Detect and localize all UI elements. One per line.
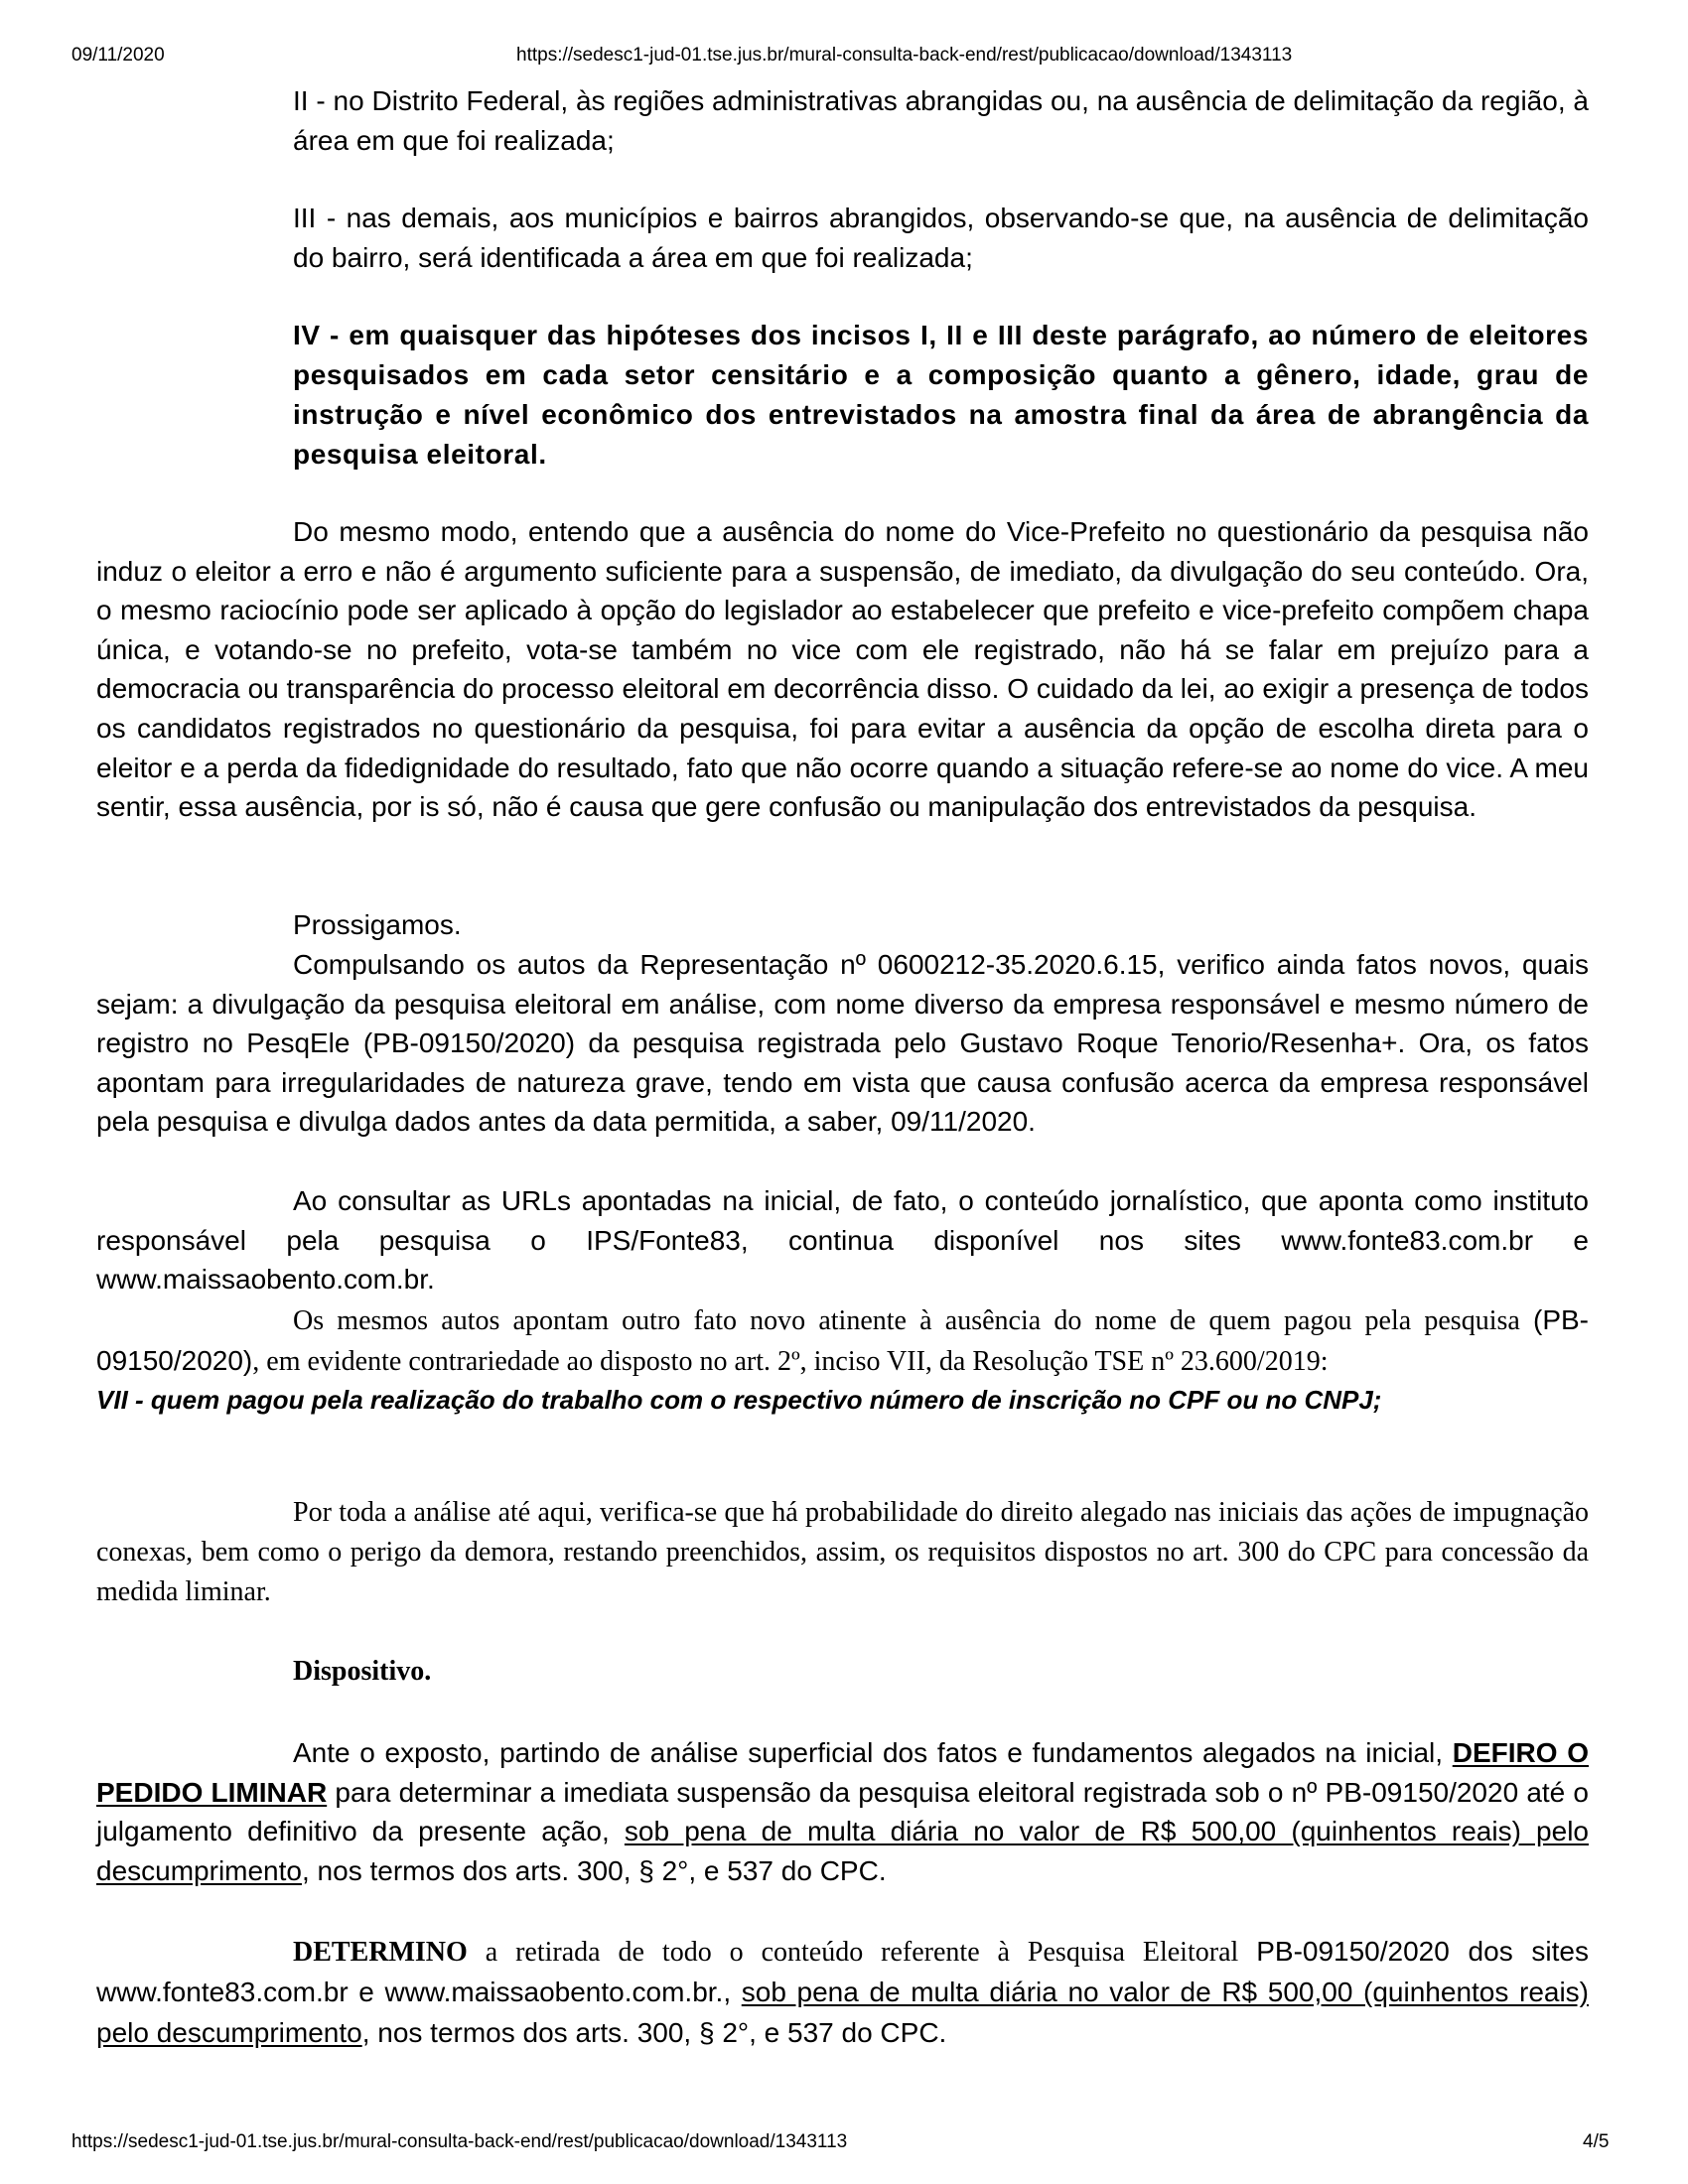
determino-penalty: sob pena de multa diária no valor de R$ 500,00 (quinhentos reais) pelo descumprimento bbox=[96, 1977, 1590, 2048]
paragraph-ante-o-exposto bbox=[96, 1733, 1589, 1890]
determino-text-1: a retirada de todo o conteúdo referente à Pesquisa Eleitoral bbox=[467, 1937, 1257, 1968]
page-number: 4/5 bbox=[1583, 2131, 1610, 2152]
determino-text-3: , nos termos dos arts. 300, § 2°, e 537 do CPC. bbox=[361, 2017, 947, 2048]
print-date: 09/11/2020 bbox=[71, 45, 165, 66]
determino-word: DETERMINO bbox=[293, 1937, 468, 1968]
paragraph-autos bbox=[96, 1300, 1589, 1382]
item-vii: VII - quem pagou pela realização do trabalho com o respectivo número de inscrição no CPF ou no CNPJ; bbox=[96, 1385, 1382, 1415]
ante-text-3: , nos termos dos arts. 300, § 2°, e 537 do CPC. bbox=[301, 1854, 887, 1886]
ante-penalty: sob pena de multa diária no valor de R$ 500,00 (quinhentos reais) pelo descumprimento bbox=[96, 1816, 1589, 1886]
paragraph-urls: Ao consultar as URLs apontadas na inicial, de fato, o conteúdo jornalístico, que aponta como instituto responsável pela pesquisa o IPS/Fonte83, continua disponível nos sites www.fonte83.com.br e www.maissaobento.com.br. bbox=[96, 1185, 1589, 1296]
determino-text-2: PB-09150/2020 dos sites www.fonte83.com.br e www.maissaobento.com.br., bbox=[96, 1936, 1589, 2007]
paragraph-vice-prefeito: Do mesmo modo, entendo que a ausência do nome do Vice-Prefeito no questionário da pesquisa não induz o eleitor a erro e não é argumento suficiente para a suspensão, de imediato, da divulgação do seu conteúdo. Ora, o mesmo raciocínio pode ser aplicado à opção do legislador ao estabelecer que prefeito e vice-prefeito compõem chapa única, e votando-se no prefeito, vota-se também no vice com ele registrado, não há se falar em prejuízo para a democracia ou transparência do processo eleitoral em decorrência disso. O cuidado da lei, ao exigir a presença de todos os candidatos registrados no questionário da pesquisa, foi para evitar a ausência da opção de escolha direta para o eleitor e a perda da fidedignidade do resultado, fato que não ocorre quando a situação refere-se ao nome do vice. A meu sentir, essa ausência, por is só, não é causa que gere confusão ou manipulação dos entrevistados da pesquisa. bbox=[96, 516, 1589, 823]
item-iv: IV - em quaisquer das hipóteses dos incisos I, II e III deste parágrafo, ao número de eleitores pesquisados em cada setor censitário e a composição quanto a gênero, idade, grau de instrução e nível econômico dos entrevistados na amostra final da área de abrangência da pesquisa eleitoral. bbox=[293, 320, 1589, 470]
item-iii: III - nas demais, aos municípios e bairros abrangidos, observando-se que, na ausência de delimitação do bairro, será identificada a área em que foi realizada; bbox=[293, 203, 1589, 273]
defiro-pedido-liminar: DEFIRO O PEDIDO LIMINAR bbox=[96, 1737, 1589, 1808]
paragraph-compulsando: Compulsando os autos da Representação nº 0600212-35.2020.6.15, verifico ainda fatos novos, quais sejam: a divulgação da pesquisa eleitoral em análise, com nome diverso da empresa responsável e mesmo número de registro no PesqEle (PB-09150/2020) da pesquisa registrada pelo Gustavo Roque Tenorio/Resenha+. Ora, os fatos apontam para irregularidades de natureza grave, tendo em vista que causa confusão acerca da empresa responsável pela pesquisa e divulga dados antes da data permitida, a saber, 09/11/2020. bbox=[96, 949, 1589, 1138]
print-url-footer: https://sedesc1-jud-01.tse.jus.br/mural-consulta-back-end/rest/publicacao/download/1343113 bbox=[71, 2131, 848, 2152]
paragraph-autos-part-1: Os mesmos autos apontam outro fato novo atinente à ausência do nome de quem pagou pela pesquisa bbox=[293, 1305, 1520, 1336]
ante-text-1: Ante o exposto, partindo de análise superficial dos fatos e fundamentos alegados na inicial, bbox=[293, 1737, 1453, 1768]
section-heading-dispositivo: Dispositivo. bbox=[293, 1656, 432, 1687]
item-ii: II - no Distrito Federal, às regiões administrativas abrangidas ou, na ausência de delimitação da região, à área em que foi realizada; bbox=[293, 85, 1589, 156]
print-url-header: https://sedesc1-jud-01.tse.jus.br/mural-consulta-back-end/rest/publicacao/download/1343113 bbox=[516, 45, 1293, 66]
ante-text-2: para determinar a imediata suspensão da pesquisa eleitoral registrada sob o nº PB-09150/2020 até o julgamento definitivo da presente ação, bbox=[96, 1776, 1590, 1847]
paragraph-autos-part-3: , em evidente contrariedade ao disposto no art. 2º, inciso VII, da Resolução TSE nº 23.600/2019: bbox=[252, 1346, 1329, 1377]
paragraph-prossigamos: Prossigamos. bbox=[293, 909, 462, 940]
paragraph-determino bbox=[96, 1932, 1589, 2054]
paragraph-autos-part-2: (PB-09150/2020) bbox=[96, 1304, 1589, 1376]
paragraph-analise: Por toda a análise até aqui, verifica-se que há probabilidade do direito alegado nas iniciais das ações de impugnação conexas, bem como o perigo da demora, restando preenchidos, assim, os requisitos dispostos no art. 300 do CPC para concessão da medida liminar. bbox=[96, 1497, 1589, 1607]
